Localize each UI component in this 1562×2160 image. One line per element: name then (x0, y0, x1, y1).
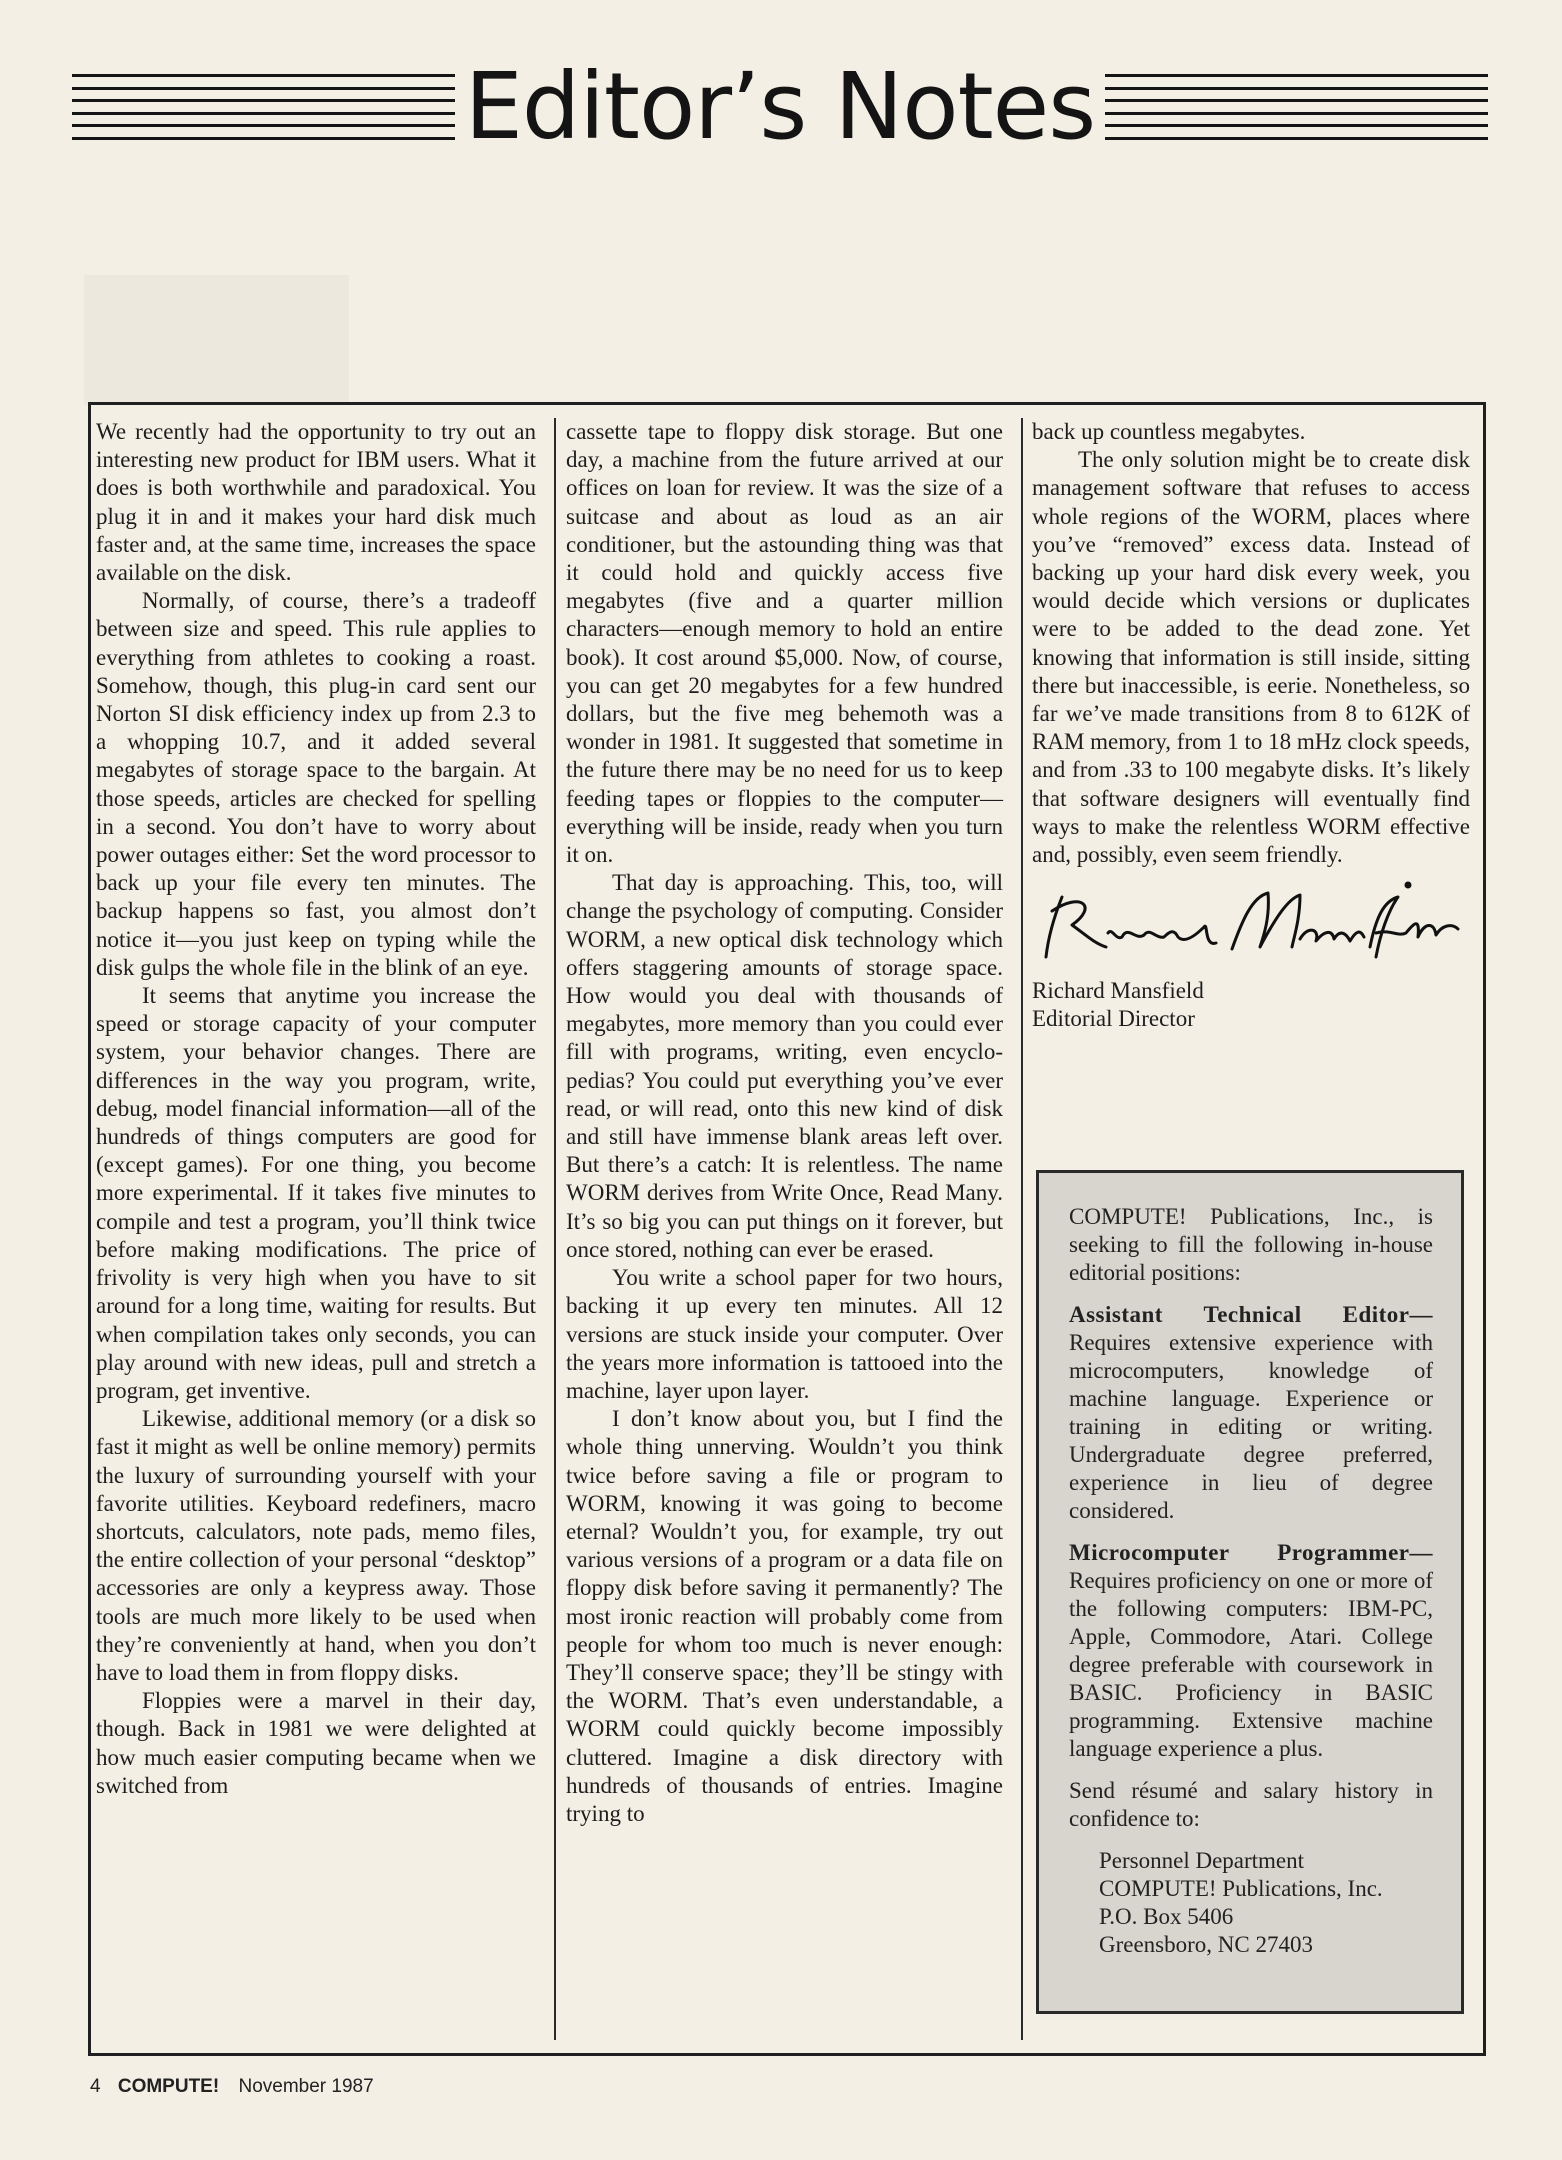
left-rules (72, 74, 455, 140)
paragraph: back up countless megabytes. (1032, 419, 1306, 444)
bleed-through-shadow (84, 275, 349, 405)
job-position (1069, 1301, 1433, 1525)
page-number: 4 (90, 2076, 101, 2097)
right-rules (1105, 74, 1488, 140)
column-2 (566, 418, 1003, 1828)
paragraph: You write a school paper for two hours, backing it up every ten minutes. All 12 versions are stuck inside your computer. Over the years more information is tattooed into the machine, layer upon layer. (566, 1265, 1003, 1403)
masthead (72, 53, 1488, 160)
magazine-name: COMPUTE! (117, 2076, 220, 2097)
paragraph: It seems that anytime you increase the speed or storage capacity of your computer system, your behavior changes. There are differences in the way you program, write, debug, model financial information—all of the hundreds of things computers are good for (except games). For one thing, you become more experimental. If it takes five minutes to compile and test a program, you’ll think twice before making modifications. The price of frivolity is very high when you have to sit around for a long time, waiting for results. But when compilation takes only seconds, you can play around with new ideas, pull and stretch a program, get inventive. (96, 983, 536, 1403)
paragraph: Likewise, additional memory (or a disk so fast it might as well be online memory) permits the luxury of surrounding yourself with your favorite utilities. Keyboard redefiners, macro shortcuts, calculators, note pads, memo files, the entire collection of your personal “desktop” accessories are only a keypress away. Those tools are much more likely to be used when they’re conveniently at hand, when you don’t have to load them in from floppy disks. (96, 1406, 536, 1685)
signature-title: Editorial Director (1032, 1006, 1195, 1032)
job-listing-box (1036, 1170, 1464, 2014)
mailing-address (1099, 1847, 1433, 1959)
column-3 (1032, 418, 1470, 1034)
paragraph: Floppies were a marvel in their day, though. Back in 1981 we were delighted at how much easier computing became when we switched from (96, 1688, 536, 1798)
address-line: Greensboro, NC 27403 (1099, 1932, 1313, 1957)
job-role: Microcomputer Programmer— (1069, 1540, 1433, 1565)
paragraph: That day is approaching. This, too, will change the psychology of computing. Consider WORM, a new optical disk technology which offers staggering amounts of storage space. How would you deal with thousands of megabytes, more memory than you could ever fill with programs, writing, even encyclopedias? You could put everything you’ve ever read, or will read, onto this new kind of disk and still have immense blank areas left over. But there’s a catch: It is relentless. The name WORM derives from Write Once, Read Many. It’s so big you can put things on it forever, but once stored, nothing can ever be erased. (566, 870, 1003, 1262)
paragraph: We recently had the opportunity to try out an interesting new product for IBM users. What it does is both worthwhile and paradoxical. You plug it in and it makes your hard disk much faster and, at the same time, increases the space available on the disk. (96, 419, 536, 586)
column-1 (96, 418, 536, 1800)
paragraph: Normally, of course, there’s a tradeoff between size and speed. This rule applies to everything from athletes to cooking a roast. Somehow, though, this plug-in card sent our Norton SI disk efficiency index up from 2.3 to a whopping 10.7, and it added several megabytes of storage space to the bargain. At those speeds, articles are checked for spelling in a second. You don’t have to worry about power outages either: Set the word processor to back up your file every ten minutes. The backup happens so fast, you almost don’t notice it—you just keep on typing while the disk gulps the whole file in the blink of an eye. (96, 588, 536, 980)
page-title: Editor’s Notes (464, 53, 1096, 160)
address-line: Personnel Department (1099, 1848, 1305, 1873)
paragraph: The only solution might be to create disk management software that refuses to access whole regions of the WORM, places where you’ve “removed” excess data. Instead of backing up your hard disk every week, you would decide which versions or duplicates were to be added to the dead zone. Yet knowing that information is still inside, sitting there but inaccessible, is eerie. Nonetheless, so far we’ve made transitions from 8 to 612K of RAM memory, from 1 to 18 mHz clock speeds, and from .33 to 100 megabyte disks. It’s likely that software designers will eventually find ways to make the relentless WORM effective and, possibly, even seem friendly. (1032, 447, 1470, 868)
paragraph: cassette tape to floppy disk storage. But one day, a machine from the future arrived at our offices on loan for review. It was the size of a suitcase and about as loud as an air conditioner, but the astounding thing was that it could hold and quickly access five megabytes (five and a quarter million characters—enough memory to hold an entire book). It cost around $5,000. Now, of course, you can get 20 megabytes for a few hundred dollars, but the five meg behemoth was a wonder in 1981. It suggested that sometime in the future there may be no need for us to keep feeding tapes or floppies to the computer—everything will be inside, ready when you turn it on. (566, 419, 1003, 868)
signature-name: Richard Mansfield (1032, 978, 1204, 1004)
job-role: Assistant Technical Editor— (1069, 1302, 1433, 1327)
send-instructions: Send résumé and salary history in confidence to: (1069, 1778, 1433, 1831)
signature-block (1032, 877, 1470, 1033)
column-divider (554, 418, 556, 2040)
job-intro: COMPUTE! Publications, Inc., is seeking to fill the following in-house editorial positions: (1069, 1204, 1433, 1285)
job-description: Requires extensive experience with microcomputers, knowledge of machine language. Experience or training in editing or writing. Undergraduate degree preferred, experience in lieu of degree considered. (1069, 1330, 1433, 1523)
job-description: Requires proficiency on one or more of the following computers: IBM-PC, Apple, Commodore, Atari. College degree preferable with coursework in BASIC. Proficiency in BASIC programming. Extensive machine language experience a plus. (1069, 1568, 1433, 1761)
paragraph: I don’t know about you, but I find the whole thing unnerving. Wouldn’t you think twice before saving a file or program to WORM, knowing it was going to become eternal? Wouldn’t you, for example, try out various versions of a program or a data file on floppy disk before saving it permanently? The most ironic reaction will probably come from people for whom too much is never enough: They’ll conserve space; they’ll be stingy with the WORM. That’s even understandable, a WORM could quickly become impossibly cluttered. Imagine a disk directory with hundreds of thousands of entries. Imagine trying to (566, 1406, 1003, 1826)
column-divider (1021, 418, 1023, 2040)
signature-icon (1032, 877, 1472, 969)
job-position (1069, 1539, 1433, 1763)
page-footer (90, 2076, 374, 2098)
address-line: P.O. Box 5406 (1099, 1904, 1234, 1929)
address-line: COMPUTE! Publications, Inc. (1099, 1876, 1383, 1901)
issue-date: November 1987 (238, 2076, 374, 2097)
